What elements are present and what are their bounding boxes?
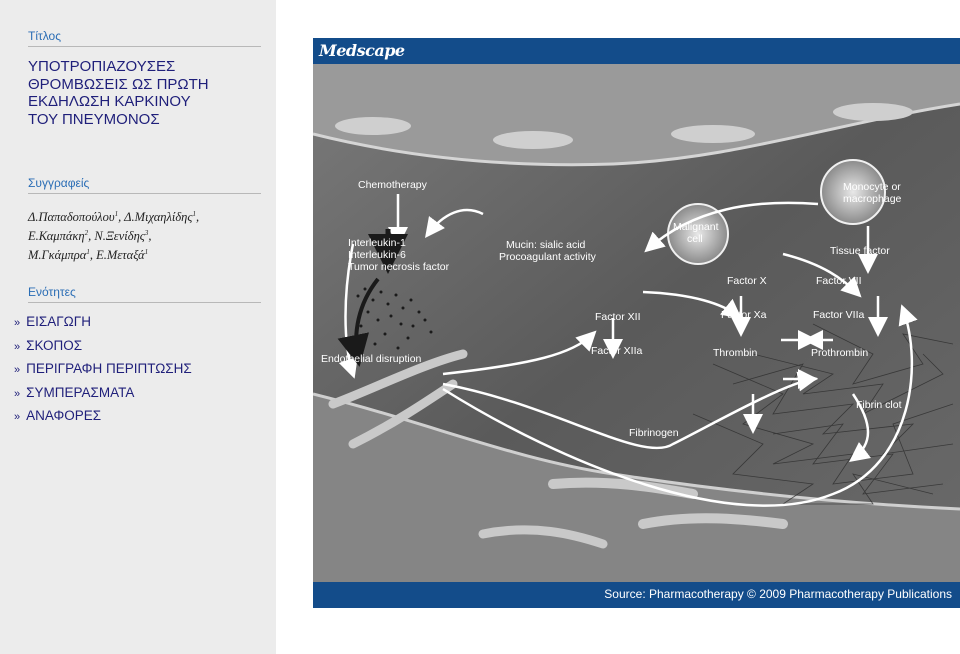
label-malignant-cell: Malignant [673,221,719,233]
label-chemotherapy: Chemotherapy [358,179,427,191]
label-endothelial-disruption: Endothelial disruption [321,353,422,365]
author-name: Μ.Γκάμπρα [28,248,87,263]
label-mucin: Mucin: sialic acid [506,239,586,251]
section-link-case[interactable] [14,358,192,382]
disrupted-cell [643,518,783,524]
author-name: Ν.Ξενίδης [94,229,145,244]
endothelial-cell [833,103,913,121]
author-affiliation: 3 [144,229,149,238]
label-factor-x: Factor X [727,275,767,287]
sections-nav [14,311,192,429]
title-divider [28,46,261,47]
label-tnf: Tumor necrosis factor [348,261,450,273]
label-il1: Interleukin-1 [348,237,406,249]
label-factor-vii: Factor VII [816,275,862,287]
label-tissue-factor: Tissue factor [830,245,890,257]
title-line: ΕΚΔΗΛΩΣΗ ΚΑΡΚΙΝΟΥ [28,93,191,110]
section-link-label[interactable]: ΕΙΣΑΓΩΓΗ [26,314,91,329]
endothelial-cell [335,117,411,135]
label-procoagulant: Procoagulant activity [499,251,596,263]
medscape-logo: Medscape [319,41,405,60]
chevron-right-icon: » [14,387,21,400]
label-malignant-cell: cell [687,233,703,245]
author-name: Ε.Μεταξά [96,248,145,263]
authors-divider [28,193,261,194]
label-fibrin-clot: Fibrin clot [856,399,902,411]
endothelial-cell [493,131,573,149]
figure-source: Source: Pharmacotherapy © 2009 Pharmacotherapy Publications [604,587,952,601]
section-link-label[interactable]: ΣΥΜΠΕΡΑΣΜΑΤΑ [26,384,135,400]
label-monocyte: macrophage [843,193,902,205]
author-affiliation: 1 [114,210,119,218]
label-factor-xii: Factor XII [595,311,641,323]
sections-divider [28,302,261,303]
sidebar [0,0,276,654]
title-line: ΤΟΥ ΠΝΕΥΜΟΝΟΣ [28,110,160,128]
label-monocyte: Monocyte or [843,181,901,193]
chevron-right-icon: » [14,411,21,423]
author-name: Ε.Καμπάκη [28,229,85,244]
section-link-label[interactable]: ΑΝΑΦΟΡΕΣ [26,408,102,423]
sections-heading: Ενότητες [28,285,76,299]
authors-list: Δ.Παπαδοπούλου$^1$, Δ.Μιχαηλίδης$^1$, Ε.Καμπάκη$^2$, Ν.Ξενίδης$^3$, Μ.Γκάμπρα$^1$, Ε.Μεταξά$^1$ [28,210,200,263]
label-factor-xa: Factor Xa [721,309,767,321]
label-fibrinogen: Fibrinogen [629,427,679,439]
figure-header-bar [313,38,960,64]
author-affiliation: 1 [192,210,196,218]
section-link-aim[interactable] [14,335,192,359]
endothelial-cell [671,125,755,143]
author-name: Δ.Μιχαηλίδης [124,210,193,225]
title-line: ΥΠΟΤΡΟΠΙΑΖΟΥΣΕΣ [28,58,176,75]
label-prothrombin: Prothrombin [811,347,869,359]
author-affiliation: 1 [86,248,90,257]
pathway-figure [313,38,960,608]
label-factor-xiia: Factor XIIa [591,345,643,357]
chevron-right-icon: » [14,340,21,353]
title-line: ΘΡΟΜΒΩΣΕΙΣ ΩΣ ΠΡΩΤΗ [28,75,209,93]
title-heading: Τίτλος [28,29,62,43]
chevron-right-icon: » [14,317,21,329]
coagulation-diagram [313,64,960,582]
label-thrombin: Thrombin [713,347,758,359]
authors-heading: Συγγραφείς [28,176,90,190]
article-title [28,58,260,128]
author-name: Δ.Παπαδοπούλου [28,210,115,225]
author-affiliation: 1 [144,248,149,257]
author-affiliation: 2 [84,229,89,238]
label-il6: Interleukin-6 [348,249,406,261]
section-link-introduction[interactable] [14,311,192,335]
label-factor-viia: Factor VIIa [813,309,865,321]
section-link-conclusions[interactable] [14,382,192,406]
section-link-label[interactable]: ΠΕΡΙΓΡΑΦΗ ΠΕΡΙΠΤΩΣΗΣ [26,361,192,376]
chevron-right-icon: » [14,364,21,376]
section-link-references[interactable] [14,405,192,429]
section-link-label[interactable]: ΣΚΟΠΟΣ [26,337,83,353]
figure-footer-bar [313,582,960,608]
